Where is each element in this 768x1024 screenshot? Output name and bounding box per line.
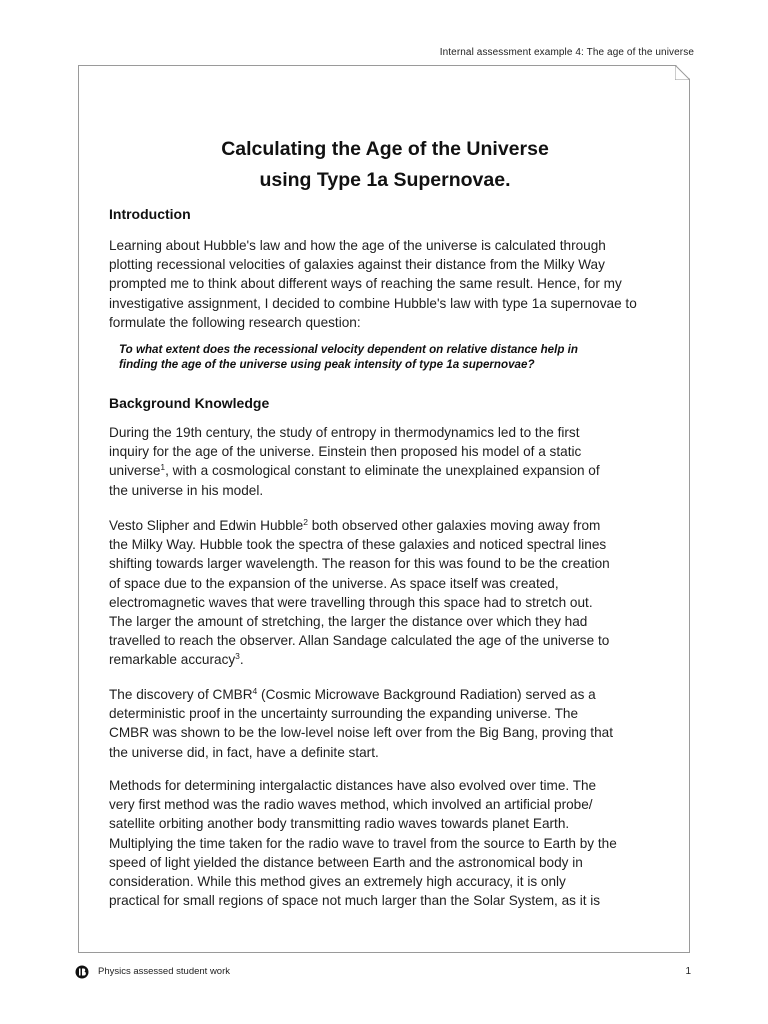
text-line: deterministic proof in the uncertainty surrounding the expanding universe. The [109, 706, 579, 722]
introduction-paragraph [109, 236, 669, 332]
text-line: satellite orbiting another body transmitting radio waves towards planet Earth. [109, 816, 570, 832]
title-line-1: Calculating the Age of the Universe [221, 138, 549, 160]
background-paragraph-2 [109, 516, 669, 670]
title-line-2: using Type 1a Supernovae. [259, 169, 511, 191]
text-line: The larger the amount of stretching, the larger the distance over which they had [109, 614, 588, 630]
running-header: Internal assessment example 4: The age of the universe [439, 47, 694, 58]
text-line: Vesto Slipher and Edwin Hubble$^2$ both observed other galaxies moving away from [109, 517, 601, 533]
document-title [79, 134, 691, 196]
footnote-ref: 4 [252, 686, 258, 696]
text-line: Methods for determining intergalactic distances have also evolved over time. The [109, 778, 597, 793]
background-paragraph-3 [109, 685, 669, 762]
text-line: The discovery of CMBR$^4$ (Cosmic Microwave Background Radiation) served as a [109, 686, 596, 702]
introduction-heading: Introduction [109, 206, 191, 222]
text-line: very first method was the radio waves method, which involved an artificial probe/ [109, 797, 593, 813]
text-line: of space due to the expansion of the universe. As space itself was created, [109, 575, 559, 591]
text-line: finding the age of the universe using peak intensity of type 1a supernovae? [119, 357, 535, 371]
text-line: electromagnetic waves that were travelling through this space had to stretch out. [109, 594, 593, 610]
text-line: Multiplying the time taken for the radio wave to travel from the source to Earth by the [109, 835, 617, 851]
student-work-page [78, 65, 690, 953]
ib-logo-icon [75, 965, 89, 979]
footer-label: Physics assessed student work [98, 966, 231, 977]
text-line: inquiry for the age of the universe. Einstein then proposed his model of a static [109, 444, 582, 460]
text-line: the universe did, in fact, have a definite start. [109, 744, 379, 760]
background-paragraph-1 [109, 423, 669, 500]
page-number: 1 [685, 966, 691, 977]
text-line: the Milky Way. Hubble took the spectra of these galaxies and noticed spectral lines [109, 537, 607, 553]
page-fold-icon [675, 65, 690, 80]
text-line: practical for small regions of space not much larger than the Solar System, as it is [109, 893, 601, 909]
text-line: the universe in his model. [109, 482, 264, 498]
text-line: speed of light yielded the distance between Earth and the astronomical body in [109, 854, 583, 870]
research-question [119, 343, 669, 372]
text-line: universe$^1$, with a cosmological constant to eliminate the unexplained expansion of [109, 462, 600, 479]
text-line: Learning about Hubble's law and how the age of the universe is calculated through [109, 238, 606, 253]
text-line: During the 19th century, the study of entropy in thermodynamics led to the first [109, 425, 580, 440]
text-line: travelled to reach the observer. Allan Sandage calculated the age of the universe to [109, 633, 610, 649]
text-line: shifting towards larger wavelength. The reason for this was found to be the creation [109, 556, 610, 572]
text-line: formulate the following research question: [109, 314, 361, 330]
footnote-ref: 1 [160, 462, 166, 473]
text-line: plotting recessional velocities of galaxies against their distance from the Milky Way [109, 257, 605, 273]
footnote-ref: 3 [235, 651, 240, 662]
background-heading: Background Knowledge [109, 395, 270, 411]
text-line: CMBR was shown to be the low-level noise left over from the Big Bang, proving that [109, 725, 613, 741]
text-line: consideration. While this method gives an extremely high accuracy, it is only [109, 874, 566, 890]
background-paragraph-4 [109, 776, 669, 910]
text-line: To what extent does the recessional velocity dependent on relative distance help in [119, 343, 578, 356]
text-line: remarkable accuracy$^3$. [109, 651, 244, 668]
text-line: investigative assignment, I decided to combine Hubble's law with type 1a supernovae to [109, 295, 637, 311]
footnote-ref: 2 [303, 517, 308, 527]
text-line: prompted me to think about different ways of reaching the same result. Hence, for my [109, 276, 622, 292]
